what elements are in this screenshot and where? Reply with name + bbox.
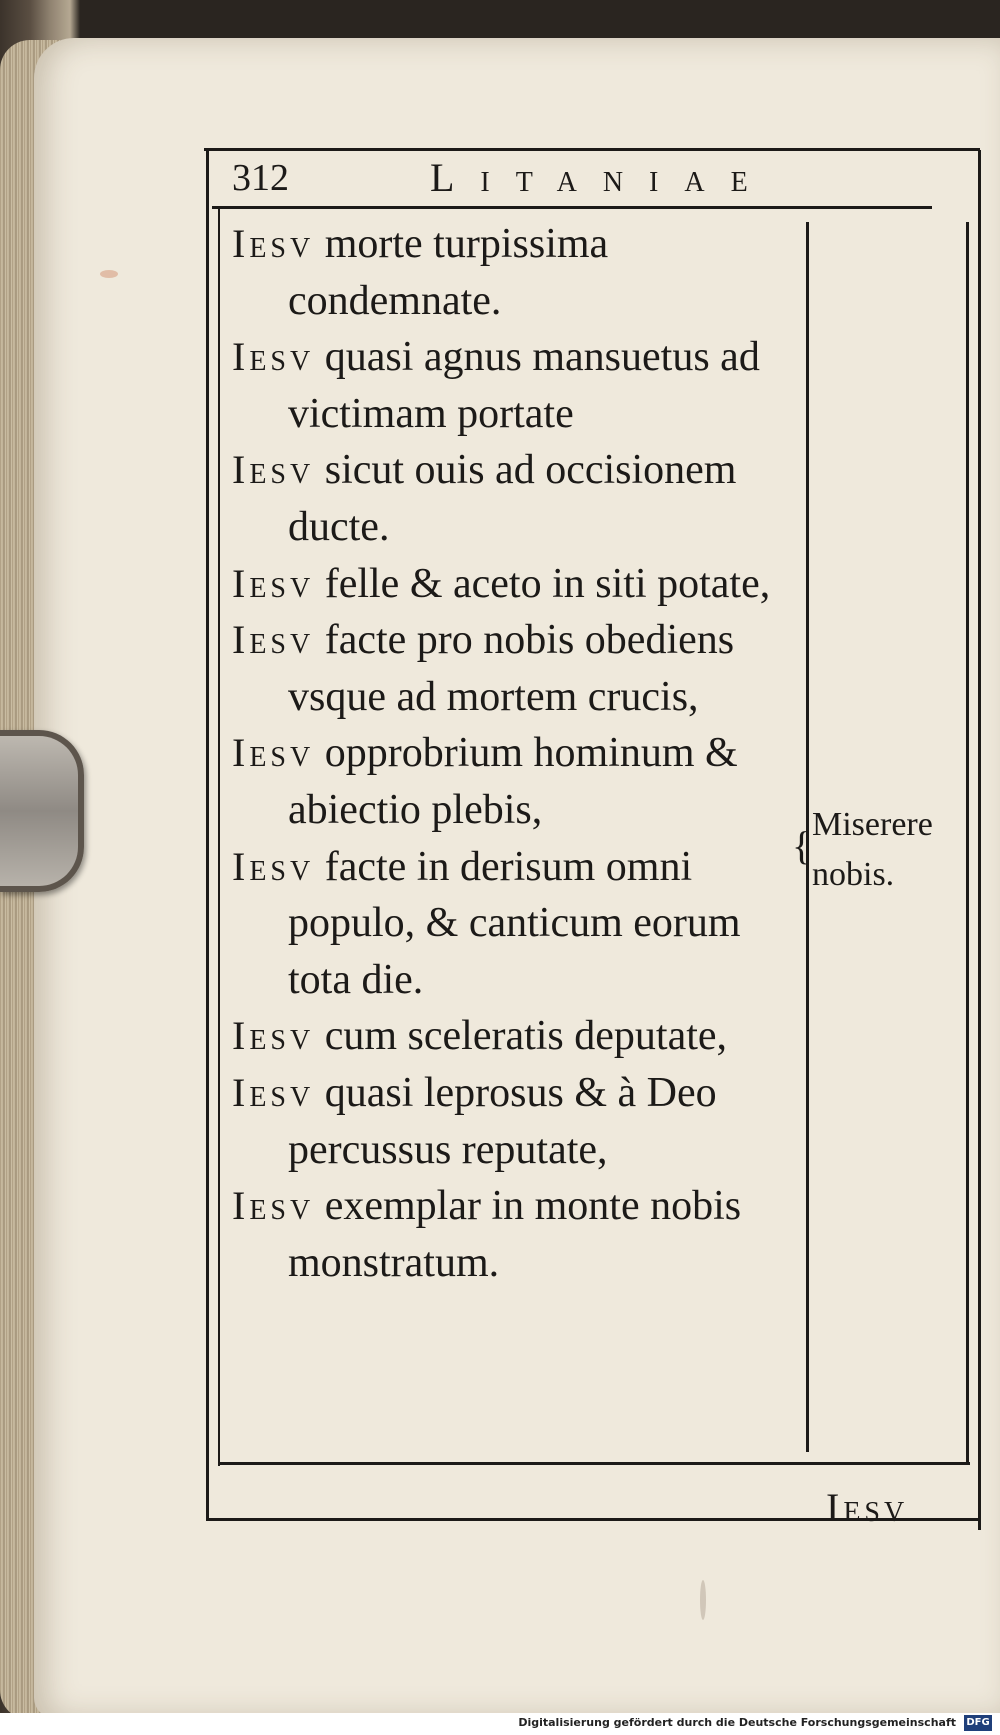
invocation	[232, 725, 812, 838]
invocation-lead: Iesv	[232, 447, 315, 493]
frame-top-rule	[204, 148, 980, 151]
response-line: Miserere	[812, 806, 933, 843]
invocation	[232, 556, 812, 613]
invocation	[232, 1008, 812, 1065]
invocation-lead: Iesv	[232, 221, 315, 266]
page-number: 312	[232, 157, 289, 199]
invocation-lead: Iesv	[232, 560, 315, 606]
invocation-text: morte turpissima condemnate.	[288, 221, 609, 324]
book-clasp	[0, 730, 84, 892]
invocation	[232, 216, 812, 329]
response-line: nobis.	[812, 856, 895, 893]
invocation	[232, 329, 812, 442]
dfg-logo: DFG	[964, 1715, 992, 1731]
invocation	[232, 839, 812, 1009]
brace-point: {	[792, 823, 812, 868]
invocation-text: quasi leprosus & à Deo percussus reputate,	[288, 1069, 717, 1173]
invocation	[232, 1065, 812, 1178]
invocation-text: facte in derisum omni populo, & canticum eorum tota die.	[288, 843, 741, 1003]
litany-text	[232, 216, 812, 1291]
invocation-lead: Iesv	[232, 1183, 315, 1229]
frame-left-rule	[206, 150, 209, 1520]
invocation-lead: Iesv	[232, 1069, 315, 1115]
invocation-text: facte pro nobis obediens vsque ad mortem crucis,	[288, 617, 735, 720]
invocation-text: exemplar in monte nobis monstratum.	[288, 1183, 742, 1286]
frame-bottom-rule	[218, 1462, 970, 1465]
invocation-text: quasi agnus mansuetus ad victimam portate	[288, 334, 760, 437]
invocation	[232, 612, 812, 725]
bleed-through	[820, 200, 1000, 1300]
invocation-text: felle & aceto in siti potate,	[324, 560, 771, 607]
invocation-text: opprobrium hominum & abiectio plebis,	[288, 730, 738, 833]
invocation-lead: Iesv	[232, 730, 315, 776]
frame-inner-left-rule	[218, 206, 220, 1466]
page-header	[226, 152, 866, 208]
frame-inner-right-rule	[966, 222, 969, 1462]
ink-stain	[700, 1580, 706, 1620]
catchword: Iesv	[826, 1485, 909, 1530]
invocation-text: cum sceleratis deputate,	[324, 1013, 728, 1060]
invocation-lead: Iesv	[232, 1013, 315, 1059]
ink-stain	[100, 270, 118, 278]
invocation	[232, 442, 812, 555]
invocation	[232, 1178, 812, 1291]
frame-right-rule	[978, 150, 981, 1530]
running-head: Litaniae	[430, 155, 774, 200]
invocation-lead: Iesv	[232, 334, 315, 380]
invocation-lead: Iesv	[232, 617, 315, 663]
invocation-lead: Iesv	[232, 843, 315, 889]
litany-response	[812, 800, 933, 900]
invocation-text: sicut ouis ad occisionem ducte.	[288, 447, 737, 550]
digitization-credit: Digitalisierung gefördert durch die Deutsche Forschungsgemeinschaft	[518, 1716, 956, 1729]
